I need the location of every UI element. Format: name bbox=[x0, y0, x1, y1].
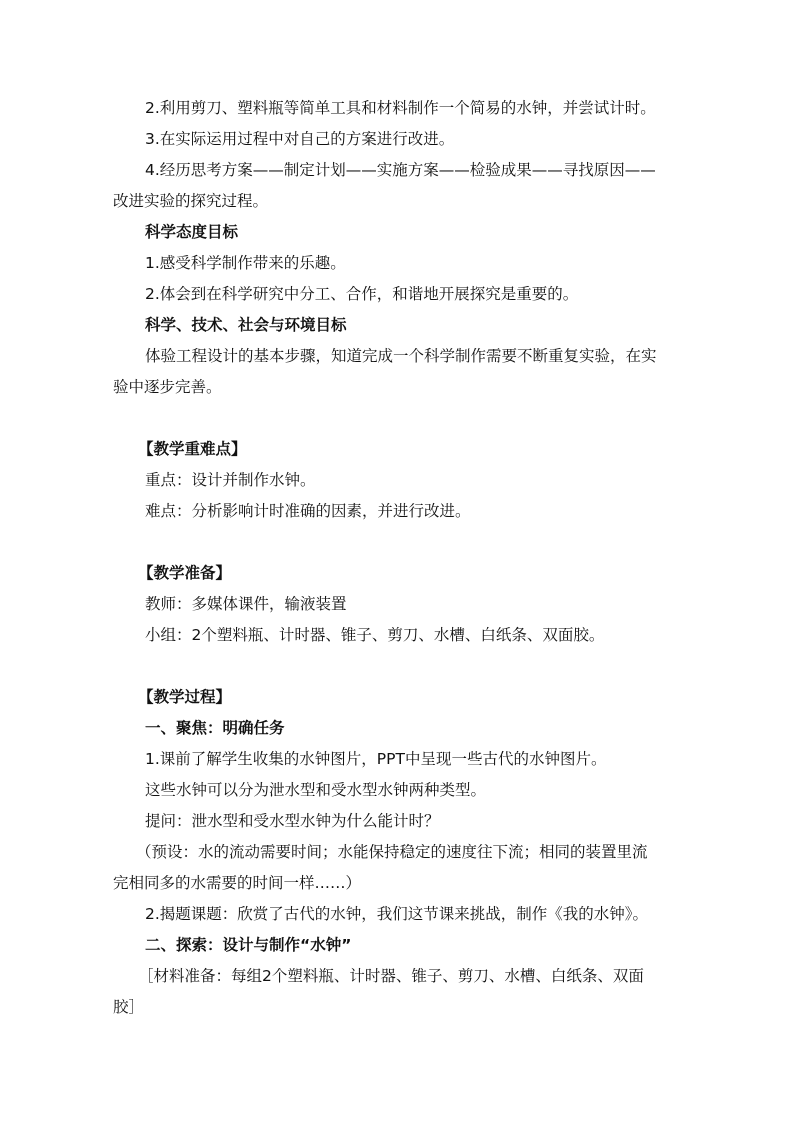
stse-paragraph-cont: 验中逐步完善。 bbox=[113, 378, 222, 396]
process-prediction-cont: 完相同多的水需要的时间一样……） bbox=[113, 874, 362, 892]
objective-item-4: 4.经历思考方案——制定计划——实施方案——检验成果——寻找原因—— bbox=[145, 161, 656, 179]
process-item-1: 1.课前了解学生收集的水钟图片，PPT中呈现一些古代的水钟图片。 bbox=[145, 750, 607, 768]
heading-attitude-goals: 科学态度目标 bbox=[145, 223, 239, 241]
key-point: 重点：设计并制作水钟。 bbox=[145, 471, 316, 489]
prep-group: 小组：2个塑料瓶、计时器、锥子、剪刀、水槽、白纸条、双面胶。 bbox=[145, 626, 605, 644]
materials-note: ［材料准备：每组2个塑料瓶、计时器、锥子、剪刀、水槽、白纸条、双面 bbox=[138, 967, 644, 985]
process-prediction: （预设：水的流动需要时间；水能保持稳定的速度往下流；相同的装置里流 bbox=[136, 843, 648, 861]
materials-note-cont: 胶］ bbox=[113, 998, 145, 1016]
heading-key-points: 【教学重难点】 bbox=[138, 440, 247, 458]
heading-process: 【教学过程】 bbox=[138, 688, 232, 706]
heading-stse-goals: 科学、技术、社会与环境目标 bbox=[145, 316, 347, 334]
process-paragraph: 这些水钟可以分为泄水型和受水型水钟两种类型。 bbox=[145, 781, 487, 799]
prep-teacher: 教师：多媒体课件，输液装置 bbox=[145, 595, 347, 613]
objective-item-2: 2.利用剪刀、塑料瓶等简单工具和材料制作一个简易的水钟，并尝试计时。 bbox=[145, 99, 656, 117]
difficult-point: 难点：分析影响计时准确的因素，并进行改进。 bbox=[145, 502, 471, 520]
objective-item-3: 3.在实际运用过程中对自己的方案进行改进。 bbox=[145, 130, 455, 148]
heading-section-1: 一、聚焦：明确任务 bbox=[145, 719, 285, 737]
process-question: 提问：泄水型和受水型水钟为什么能计时？ bbox=[145, 812, 440, 830]
heading-section-2: 二、探索：设计与制作“水钟” bbox=[145, 936, 352, 954]
attitude-item-1: 1.感受科学制作带来的乐趣。 bbox=[145, 254, 346, 272]
heading-preparation: 【教学准备】 bbox=[138, 564, 232, 582]
attitude-item-2: 2.体会到在科学研究中分工、合作，和谐地开展探究是重要的。 bbox=[145, 285, 579, 303]
objective-item-4-cont: 改进实验的探究过程。 bbox=[113, 192, 269, 210]
process-item-2: 2.揭题课题：欣赏了古代的水钟，我们这节课来挑战，制作《我的水钟》。 bbox=[145, 905, 649, 923]
stse-paragraph: 体验工程设计的基本步骤，知道完成一个科学制作需要不断重复实验，在实 bbox=[145, 347, 657, 365]
